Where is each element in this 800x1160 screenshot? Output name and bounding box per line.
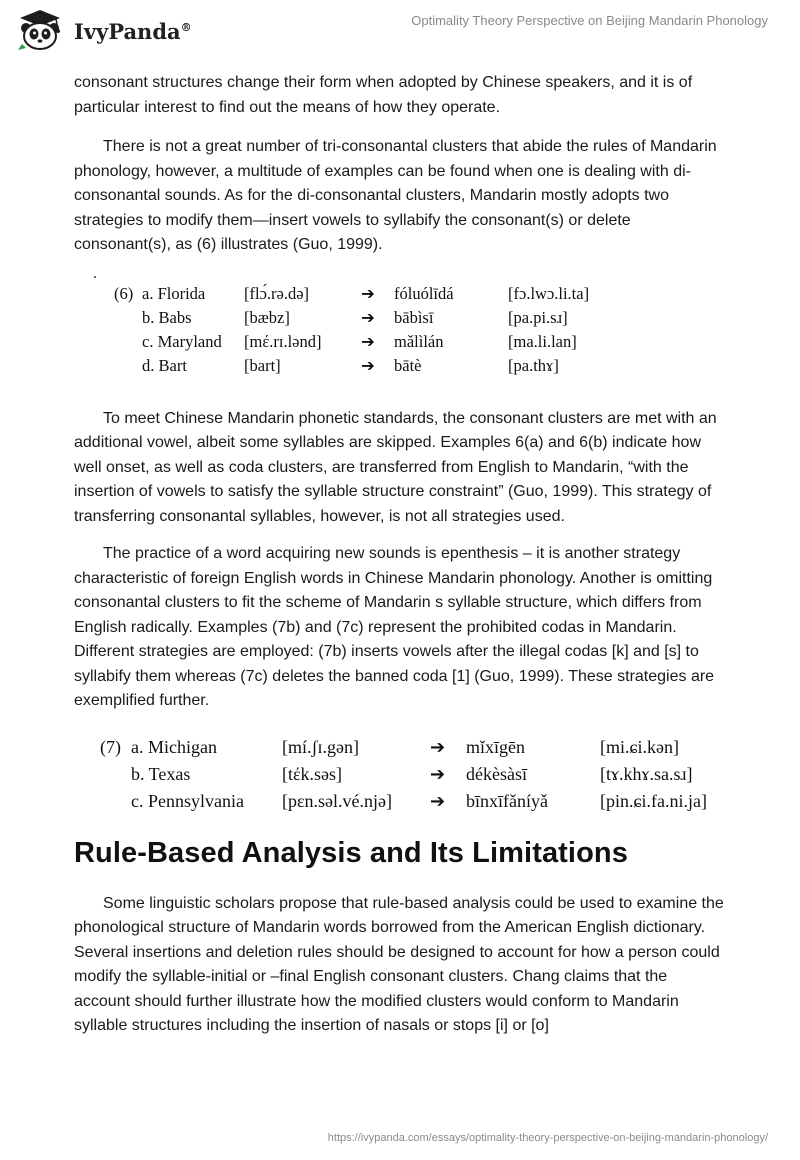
paragraph-1: consonant structures change their form when adopted by Chinese speakers, and it is of particular interest to find out the means of how they operate. xyxy=(74,74,693,116)
arrow-icon: ➔ xyxy=(361,331,375,351)
english-transcription: [pɛn.səl.vé.njə] xyxy=(282,790,393,811)
example-word: c. Pennsylvania xyxy=(131,790,244,811)
document-title: Optimality Theory Perspective on Beijing Mandarin Phonology xyxy=(411,13,768,28)
mandarin-transcription: [fɔ.lwɔ.li.ta] xyxy=(508,283,590,303)
paragraph-2: There is not a great number of tri-consonantal clusters that abide the rules of Mandarin phonology, however, a multitude of examples can be found when one is dealing with di-consonantal sounds. As for the di-consonantal clusters, Mandarin mostly adopts two strategies to modify them—insert vowels to syllabify the consonant(s) or delete consonant(s), as (6) illustrates (Guo, 1999). xyxy=(74,138,717,253)
section-heading: Rule-Based Analysis and Its Limitations xyxy=(74,836,628,869)
arrow-icon: ➔ xyxy=(430,790,446,812)
mandarin-transcription: [pa.pi.sɹ] xyxy=(508,307,568,327)
example-word: b. Babs xyxy=(142,307,192,327)
arrow-icon: ➔ xyxy=(361,355,375,375)
example-word: b. Texas xyxy=(131,763,191,784)
example-6-table xyxy=(74,272,726,397)
mandarin-transcription: [mi.ɕi.kən] xyxy=(600,736,679,757)
pinyin: dékèsàsī xyxy=(466,763,527,784)
mandarin-transcription: [tɤ.khɤ.sa.sɹ] xyxy=(600,763,693,784)
english-transcription: [bæbz] xyxy=(244,307,290,327)
english-transcription: [bart] xyxy=(244,355,281,375)
scan-mark xyxy=(94,276,96,278)
example-word: d. Bart xyxy=(142,355,187,375)
arrow-icon: ➔ xyxy=(361,283,375,303)
example-7-table xyxy=(74,727,726,827)
arrow-icon: ➔ xyxy=(361,307,375,327)
pinyin: bābìsī xyxy=(394,307,434,327)
pinyin: bīnxīfǎníyǎ xyxy=(466,790,548,811)
example-word: c. Maryland xyxy=(142,331,222,351)
page-header xyxy=(0,0,800,60)
pinyin: mǎlìlán xyxy=(394,331,444,351)
paragraph-3: To meet Chinese Mandarin phonetic standards, the consonant clusters are met with an additional vowel, albeit some syllables are skipped. Examples 6(a) and 6(b) indicate how well onset, as well as coda clusters, are transferred from English to Mandarin, “with the insertion of vowels to satisfy the syllable structure constraint” (Guo, 1999). This strategy of transferring consonantal syllables, however, is not all strategies used. xyxy=(74,409,717,525)
source-url[interactable]: https://ivypanda.com/essays/optimality-theory-perspective-on-beijing-mandarin-phonology/ xyxy=(327,1132,768,1144)
example-number: (6) xyxy=(114,283,134,303)
pinyin: bātè xyxy=(394,355,422,375)
mandarin-transcription: [ma.li.lan] xyxy=(508,331,577,351)
arrow-icon: ➔ xyxy=(430,763,446,785)
english-transcription: [flɔ́.rə.də] xyxy=(244,283,310,303)
example-word: a. Michigan xyxy=(131,736,217,757)
article-body xyxy=(74,71,726,1052)
english-transcription: [mέ.rɪ.lənd] xyxy=(244,331,322,351)
mandarin-transcription: [pin.ɕi.fa.ni.ja] xyxy=(600,790,707,811)
english-transcription: [tέk.səs] xyxy=(282,763,343,784)
paragraph-4: The practice of a word acquiring new sounds is epenthesis – it is another strategy characteristic of foreign English words in Chinese Mandarin phonology. Another is omitting consonantal clusters to fit the scheme of Mandarin s syllable structure, which differs from English radically. Examples (7b) and (7c) represent the prohibited codas in Mandarin. Different strategies are employed: (7b) inserts vowels after the illegal codas [k] and [s] to syllabify them whereas (7c) deletes the banned coda [1] (Guo, 1999). These strategies are exemplified further. xyxy=(74,545,715,709)
pinyin: mǐxīgēn xyxy=(466,736,525,757)
arrow-icon: ➔ xyxy=(430,736,446,758)
panda-logo-icon xyxy=(16,8,68,52)
pinyin: fóluólīdá xyxy=(394,283,454,303)
brand-name: IvyPanda® xyxy=(74,18,192,44)
english-transcription: [mí.ʃɪ.gən] xyxy=(282,736,359,757)
brand-logo[interactable] xyxy=(16,8,192,52)
paragraph-5: Some linguistic scholars propose that rule-based analysis could be used to examine the phonological structure of Mandarin words borrowed from the American English dictionary. Several insertions and deletion rules should be designed to account for how a person could modify the syllable-initial or –final English consonant clusters. Chang claims that the account should further illustrate how the modified clusters would conform to Mandarin syllable structures including the insertion of nasals or stops [i] or [o] xyxy=(74,894,724,1034)
mandarin-transcription: [pa.thɤ] xyxy=(508,355,559,375)
example-word: a. Florida xyxy=(142,283,206,303)
example-number: (7) xyxy=(100,736,121,757)
